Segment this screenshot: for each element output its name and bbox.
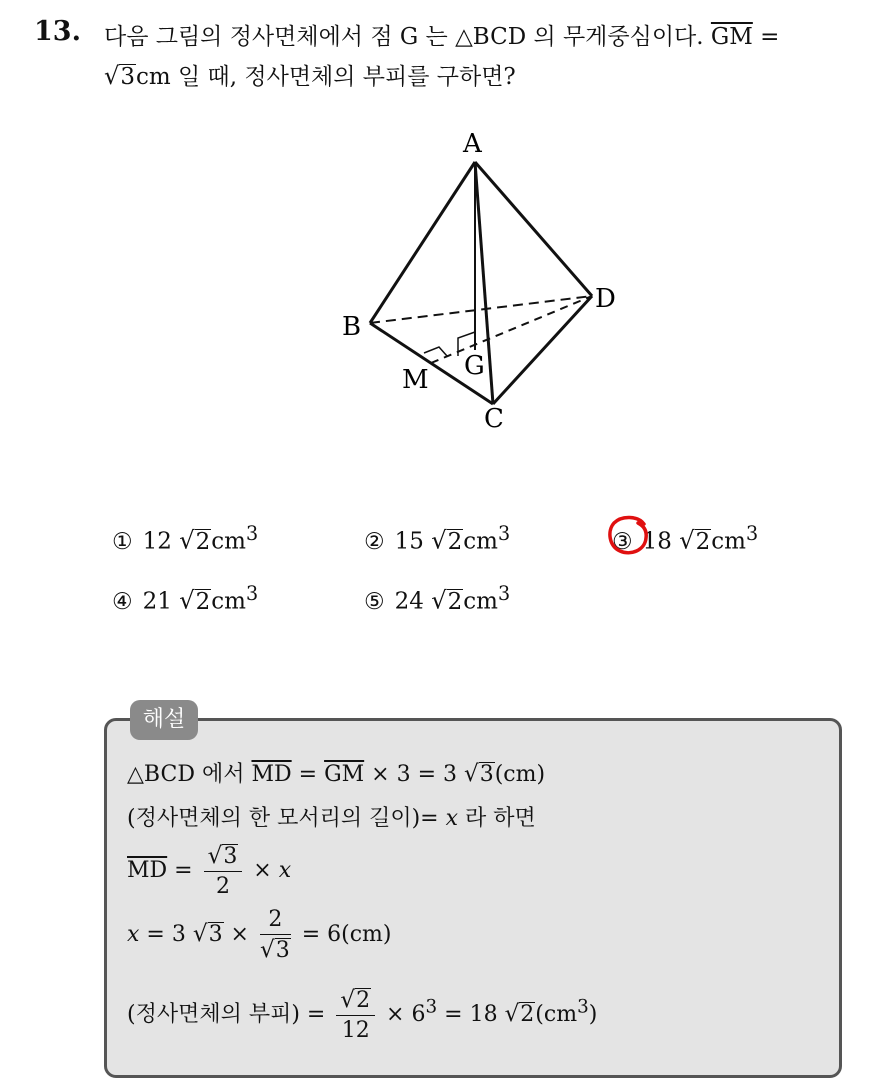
sol-root: 2 xyxy=(356,988,371,1013)
sqrt-symbol: √ xyxy=(192,921,208,947)
denominator: 2 xyxy=(215,874,230,899)
choice-root: 2 xyxy=(695,528,711,555)
sqrt-value: 3 xyxy=(120,64,136,90)
sol-text: × 6 xyxy=(379,1002,426,1027)
choice-number: ④ xyxy=(112,588,133,615)
sol-text: (cm xyxy=(535,1002,578,1027)
sol-text: (정사면체의 부피) = xyxy=(127,1002,333,1027)
segment-gm: $\overline{GM}$ xyxy=(710,24,753,50)
choice-unit: cm xyxy=(711,528,746,555)
denominator xyxy=(260,935,291,963)
segment-md: $\overline{MD}$ xyxy=(251,762,292,787)
choice-exp: 3 xyxy=(245,522,259,545)
edge-ad xyxy=(475,162,592,296)
sqrt-symbol: √ xyxy=(104,62,120,90)
sol-root: 3 xyxy=(479,762,494,787)
choice-exp: 3 xyxy=(497,582,511,605)
answer-mark-circle-icon xyxy=(604,510,654,560)
variable-x: x xyxy=(127,922,140,947)
sol-text: = xyxy=(291,762,325,787)
question-line-2 xyxy=(104,58,516,91)
marker-stroke xyxy=(610,517,646,552)
edge-bd-hidden xyxy=(370,296,592,323)
choice-coef: 24 xyxy=(394,588,424,615)
choice-exp: 3 xyxy=(245,582,259,605)
choice-2[interactable] xyxy=(364,522,510,555)
choice-unit: cm xyxy=(211,528,246,555)
answer-choices xyxy=(112,522,812,615)
choice-exp: 3 xyxy=(745,522,759,545)
sol-text: × 3 = 3 xyxy=(364,762,464,787)
numerator xyxy=(204,843,243,872)
label-b: B xyxy=(342,312,362,342)
choice-coef: 21 xyxy=(142,588,172,615)
sqrt-symbol: √ xyxy=(504,1001,520,1027)
sqrt-symbol: √ xyxy=(179,586,195,615)
choice-exp: 3 xyxy=(497,522,511,545)
choice-number: ③ xyxy=(612,528,633,555)
fraction xyxy=(336,987,375,1043)
sqrt-symbol: √ xyxy=(340,987,356,1013)
fraction xyxy=(260,907,291,963)
solution-line-1 xyxy=(127,757,545,788)
question-text-2: cm 일 때, 정사면체의 부피를 구하면? xyxy=(136,64,516,90)
choice-unit: cm xyxy=(463,528,498,555)
label-c: C xyxy=(484,404,504,434)
segment-gm: $\overline{GM}$ xyxy=(324,762,365,787)
choice-coef: 15 xyxy=(394,528,424,555)
choice-unit: cm xyxy=(211,588,246,615)
label-a: A xyxy=(463,129,482,159)
choice-coef: 18 xyxy=(642,528,672,555)
sol-root: 3 xyxy=(275,938,290,963)
sol-text: = xyxy=(167,858,200,883)
right-angle-m xyxy=(424,347,447,356)
sol-text: ) xyxy=(588,1002,598,1027)
label-g: G xyxy=(464,351,485,381)
solution-line-2 xyxy=(127,801,536,832)
denominator: 12 xyxy=(341,1018,370,1043)
sol-root: 3 xyxy=(208,922,223,947)
median-md-hidden xyxy=(431,296,592,363)
sol-text: = 18 xyxy=(437,1002,505,1027)
solution-tag: 해설 xyxy=(130,700,198,740)
tetrahedron-figure xyxy=(330,120,630,440)
choice-1[interactable] xyxy=(112,522,258,555)
numerator xyxy=(336,987,375,1016)
choice-unit: cm xyxy=(463,588,498,615)
sol-text: = 6(cm) xyxy=(294,922,392,947)
sol-text: × xyxy=(223,922,256,947)
segment-md: $\overline{MD}$ xyxy=(127,858,168,883)
sqrt-symbol: √ xyxy=(179,526,195,555)
numerator: 2 xyxy=(260,907,291,935)
variable-x: x xyxy=(278,858,292,883)
choice-root: 2 xyxy=(447,528,463,555)
sqrt-symbol: √ xyxy=(431,526,447,555)
choice-root: 2 xyxy=(447,588,463,615)
choice-root: 2 xyxy=(195,528,211,555)
choice-4[interactable] xyxy=(112,582,258,615)
label-d: D xyxy=(595,284,616,314)
sol-root: 3 xyxy=(223,844,238,869)
question-line-1 xyxy=(104,18,779,51)
sol-root: 2 xyxy=(520,1002,535,1027)
label-m: M xyxy=(402,365,429,395)
sol-text: = 3 xyxy=(139,922,193,947)
edge-ab xyxy=(370,162,475,323)
sqrt-symbol: √ xyxy=(464,761,479,787)
sol-text: × xyxy=(246,858,279,883)
question-number: 13. xyxy=(34,16,81,47)
variable-x: x xyxy=(445,806,459,831)
choice-coef: 12 xyxy=(142,528,172,555)
sol-text: 라 하면 xyxy=(458,806,536,831)
sqrt-symbol: √ xyxy=(679,526,695,555)
sol-text: (cm) xyxy=(494,762,546,787)
sol-text: △BCD 에서 xyxy=(127,762,252,787)
choice-5[interactable] xyxy=(364,582,510,615)
solution-box xyxy=(104,718,842,1078)
solution-line-5 xyxy=(127,987,597,1043)
question-text-1: 다음 그림의 정사면체에서 점 G 는 △BCD 의 무게중심이다. xyxy=(104,24,704,50)
sqrt-symbol: √ xyxy=(259,937,275,963)
choice-number: ① xyxy=(112,528,133,555)
fraction xyxy=(204,843,243,899)
solution-line-3 xyxy=(127,843,291,899)
edge-dc xyxy=(493,296,592,404)
sol-text: (정사면체의 한 모서리의 길이)= xyxy=(127,806,446,831)
exponent: 3 xyxy=(577,996,589,1018)
question-eq: = xyxy=(752,24,780,50)
sqrt-symbol: √ xyxy=(207,843,223,869)
choice-number: ⑤ xyxy=(364,588,385,615)
choice-number: ② xyxy=(364,528,385,555)
choice-root: 2 xyxy=(195,588,211,615)
sqrt-symbol: √ xyxy=(431,586,447,615)
exponent: 3 xyxy=(425,996,438,1018)
solution-line-4 xyxy=(127,907,391,963)
